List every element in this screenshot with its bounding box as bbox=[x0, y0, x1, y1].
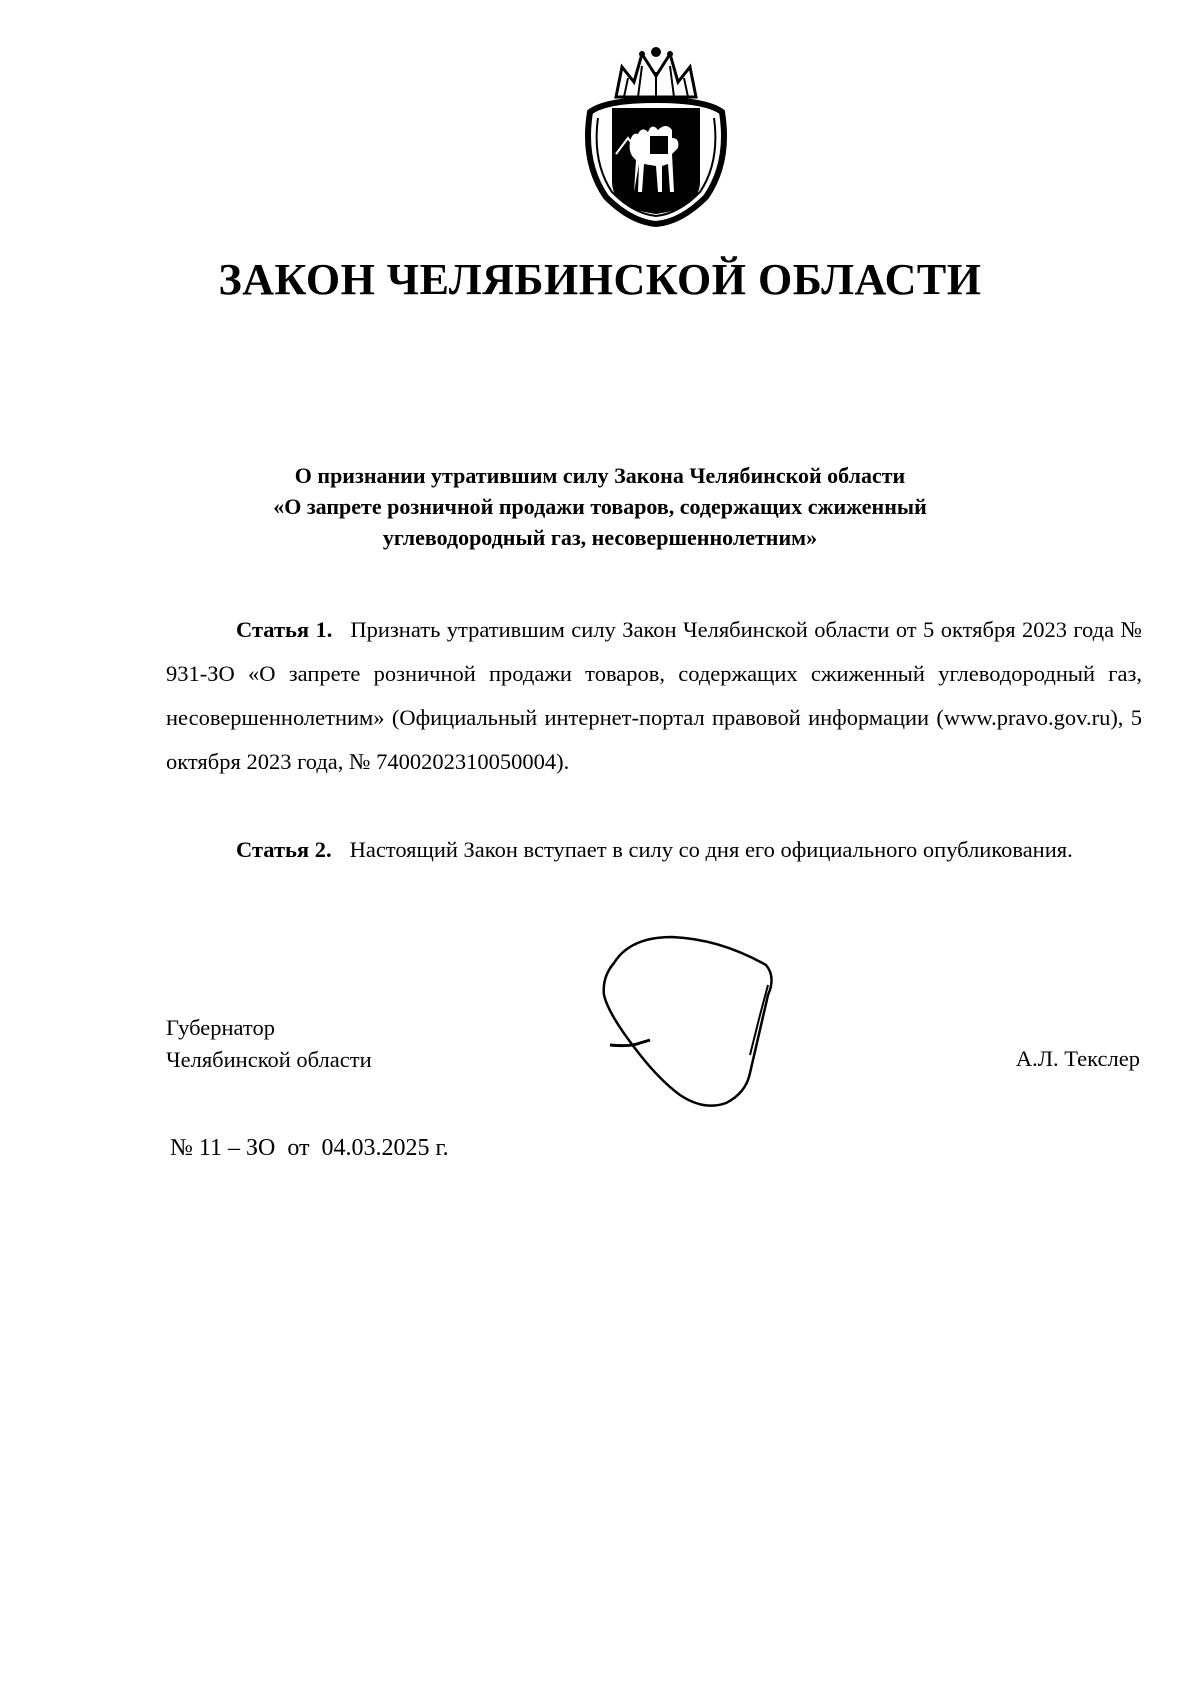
document-subtitle bbox=[200, 460, 1000, 553]
signatory-position-line2: Челябинской области bbox=[166, 1047, 372, 1072]
article-2 bbox=[166, 828, 1142, 872]
article-2-text: Настоящий Закон вступает в силу со дня его официального опубликования. bbox=[349, 837, 1073, 862]
article-2-label: Статья 2. bbox=[236, 837, 332, 862]
signatory-position-line1: Губернатор bbox=[166, 1015, 275, 1040]
document-number: № 11 – ЗО от 04.03.2025 г. bbox=[170, 1135, 449, 1161]
signature-icon bbox=[600, 935, 800, 1135]
document-title: ЗАКОН ЧЕЛЯБИНСКОЙ ОБЛАСТИ bbox=[218, 255, 982, 304]
subtitle-line: «О запрете розничной продажи товаров, содержащих сжиженный bbox=[273, 494, 927, 519]
subtitle-line: углеводородный газ, несовершеннолетним» bbox=[382, 525, 818, 550]
article-1-text: Признать утратившим силу Закон Челябинской области от 5 октября 2023 года № 931-ЗО «О запрете розничной продажи товаров, содержащих сжиженный углеводородный газ, несовершеннолетним» (Официальный интернет-портал правовой информации (www.pravo.gov.ru), 5 октября 2023 года, № 7400202310050004). bbox=[166, 617, 1142, 774]
article-1 bbox=[166, 608, 1142, 784]
coat-of-arms-icon bbox=[576, 42, 736, 227]
signatory-name: А.Л. Текслер bbox=[1015, 1046, 1140, 1071]
signatory-position bbox=[166, 1012, 372, 1076]
subtitle-line: О признании утратившим силу Закона Челябинской области bbox=[294, 463, 906, 488]
article-1-label: Статья 1. bbox=[236, 617, 333, 642]
